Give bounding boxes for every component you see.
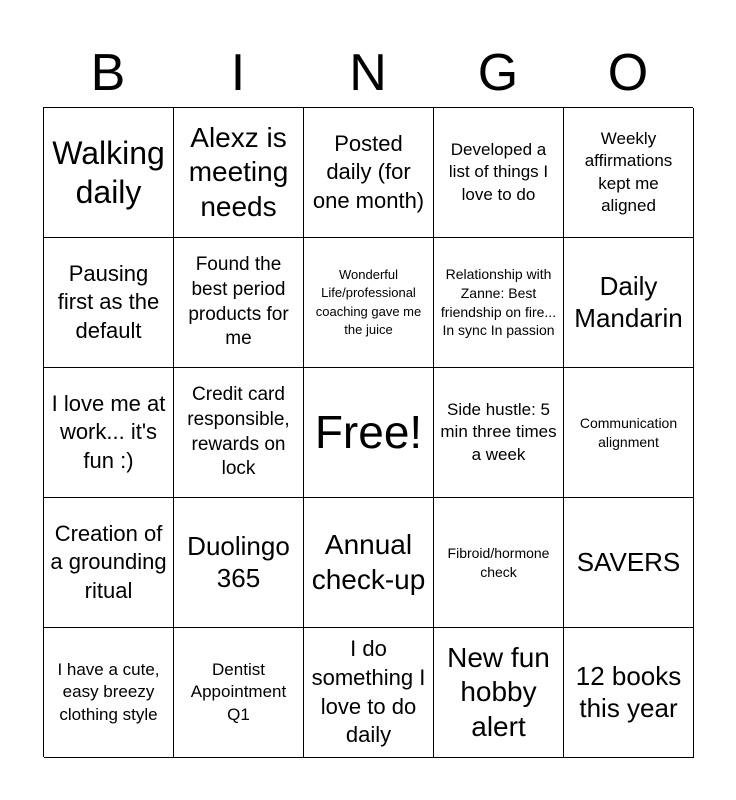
bingo-cell[interactable] [564, 628, 694, 758]
bingo-cell[interactable] [304, 498, 434, 628]
bingo-cell[interactable] [44, 498, 174, 628]
bingo-cell[interactable] [434, 368, 564, 498]
bingo-cell[interactable] [564, 368, 694, 498]
header-letter-i: I [230, 44, 246, 102]
bingo-cell[interactable] [564, 238, 694, 368]
cell-text: Side hustle: 5 min three times a week [440, 400, 557, 464]
cell-text: I do something I love to do daily [311, 636, 426, 748]
bingo-cell[interactable] [174, 238, 304, 368]
cell-text: Pausing first as the default [57, 260, 160, 343]
header-letter-b: B [90, 44, 126, 102]
bingo-cell[interactable] [44, 238, 174, 368]
bingo-cell[interactable] [174, 628, 304, 758]
bingo-board [43, 107, 693, 757]
cell-text: Daily Mandarin [574, 271, 683, 333]
cell-text: Duolingo 365 [187, 531, 290, 593]
free-space-text: Free! [314, 406, 423, 459]
cell-text: Alexz is meeting needs [188, 122, 289, 222]
bingo-cell[interactable] [304, 238, 434, 368]
bingo-cell[interactable] [564, 108, 694, 238]
header-letter-o: O [607, 44, 649, 102]
cell-text: Dentist Appointment Q1 [190, 660, 287, 724]
cell-text: Relationship with Zanne: Best friendship on fire... In sync In passion [440, 265, 557, 339]
bingo-cell[interactable] [44, 628, 174, 758]
bingo-header [43, 42, 693, 104]
bingo-cell[interactable] [434, 108, 564, 238]
bingo-cell[interactable] [44, 108, 174, 238]
header-letter-g: G [477, 44, 519, 102]
cell-text: Walking daily [52, 135, 165, 210]
cell-text: SAVERS [576, 546, 681, 577]
cell-text: Annual check-up [311, 529, 426, 595]
cell-text: Found the best period products for me [188, 254, 289, 350]
bingo-cell[interactable] [434, 498, 564, 628]
bingo-cell[interactable] [44, 368, 174, 498]
cell-text: Posted daily (for one month) [312, 130, 425, 213]
header-letter-n: N [349, 44, 387, 102]
free-space-cell[interactable] [304, 368, 434, 498]
cell-text: Weekly affirmations kept me aligned [584, 129, 673, 215]
cell-text: Communication alignment [579, 414, 678, 450]
bingo-cell[interactable] [174, 498, 304, 628]
bingo-cell[interactable] [564, 498, 694, 628]
bingo-cell[interactable] [174, 108, 304, 238]
bingo-cell[interactable] [434, 628, 564, 758]
cell-text: Wonderful Life/professional coaching gave me the juice [315, 267, 422, 337]
cell-text: New fun hobby alert [447, 642, 550, 742]
cell-text: I love me at work... it's fun :) [51, 390, 166, 473]
cell-text: Creation of a grounding ritual [50, 520, 167, 603]
bingo-cell[interactable] [304, 108, 434, 238]
bingo-cell[interactable] [174, 368, 304, 498]
cell-text: Credit card responsible, rewards on lock [187, 384, 290, 480]
cell-text: Developed a list of things I love to do [448, 140, 549, 204]
cell-text: Fibroid/hormone check [447, 544, 550, 580]
bingo-cell[interactable] [304, 628, 434, 758]
cell-text: 12 books this year [575, 661, 682, 723]
bingo-cell[interactable] [434, 238, 564, 368]
cell-text: I have a cute, easy breezy clothing style [57, 660, 160, 724]
